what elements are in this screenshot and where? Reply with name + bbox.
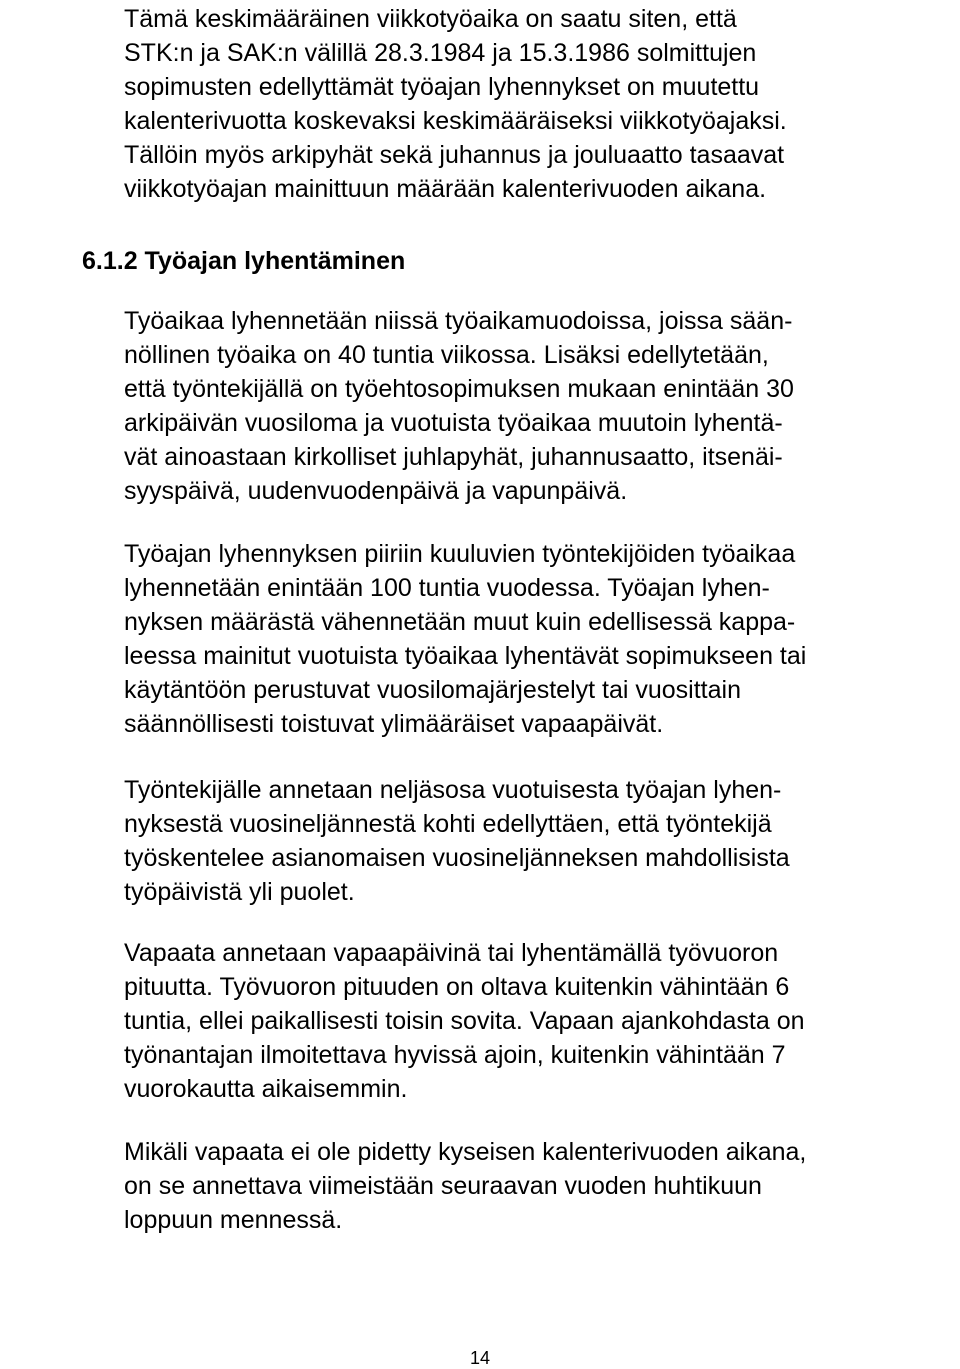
paragraph-line: työpäivistä yli puolet.	[124, 878, 355, 906]
paragraph-line: nyksen määrästä vähennetään muut kuin edellisessä kappa-	[124, 608, 796, 636]
paragraph-granting-leave	[124, 936, 960, 1106]
paragraph-line: tuntia, ellei paikallisesti toisin sovita. Vapaan ajankohdasta on	[124, 1007, 805, 1035]
paragraph-line: viikkotyöajan mainittuun määrään kalenterivuoden aikana.	[124, 175, 767, 203]
paragraph-line: pituutta. Työvuoron pituuden on oltava kuitenkin vähintään 6	[124, 973, 790, 1001]
paragraph-line: säännöllisesti toistuvat ylimääräiset vapaapäivät.	[124, 710, 664, 738]
paragraph-line: käytäntöön perustuvat vuosilomajärjestelyt tai vuosittain	[124, 676, 741, 704]
paragraph-line: Työntekijälle annetaan neljäsosa vuotuisesta työajan lyhen-	[124, 776, 782, 804]
paragraph-line: nyksestä vuosineljännestä kohti edellyttäen, että työntekijä	[124, 810, 772, 838]
paragraph-line: STK:n ja SAK:n välillä 28.3.1984 ja 15.3.1986 solmittujen	[124, 39, 757, 67]
paragraph-line: kalenterivuotta koskevaksi keskimääräiseksi viikkotyöajaksi.	[124, 107, 787, 135]
intro-paragraph	[124, 2, 960, 206]
paragraph-line: vät ainoastaan kirkolliset juhlapyhät, juhannusaatto, itsenäi-	[124, 443, 783, 471]
paragraph-line: syyspäivä, uudenvuodenpäivä ja vapunpäivä.	[124, 477, 628, 505]
paragraph-line: Työajan lyhennyksen piiriin kuuluvien työntekijöiden työaikaa	[124, 540, 796, 568]
paragraph-line: on se annettava viimeistään seuraavan vuoden huhtikuun	[124, 1172, 762, 1200]
paragraph-line: Tämä keskimääräinen viikkotyöaika on saatu siten, että	[124, 5, 737, 33]
paragraph-line: että työntekijällä on työehtosopimuksen mukaan enintään 30	[124, 375, 794, 403]
paragraph-line: työnantajan ilmoitettava hyvissä ajoin, kuitenkin vähintään 7	[124, 1041, 786, 1069]
paragraph-line: nöllinen työaika on 40 tuntia viikossa. Lisäksi edellytetään,	[124, 341, 769, 369]
paragraph-line: vuorokautta aikaisemmin.	[124, 1075, 408, 1103]
paragraph-line: arkipäivän vuosiloma ja vuotuista työaikaa muutoin lyhentä-	[124, 409, 783, 437]
paragraph-line: työskentelee asianomaisen vuosineljänneksen mahdollisista	[124, 844, 790, 872]
paragraph-line: Tällöin myös arkipyhät sekä juhannus ja jouluaatto tasaavat	[124, 141, 785, 169]
paragraph-line: Vapaata annetaan vapaapäivinä tai lyhentämällä työvuoron	[124, 939, 779, 967]
page-number: 14	[469, 1348, 491, 1368]
paragraph-deadline	[124, 1135, 960, 1237]
paragraph-reduction-scope	[124, 304, 960, 508]
paragraph-line: Mikäli vapaata ei ole pidetty kyseisen kalenterivuoden aikana,	[124, 1138, 807, 1166]
paragraph-line: leessa mainitut vuotuista työaikaa lyhentävät sopimukseen tai	[124, 642, 807, 670]
paragraph-line: loppuun mennessä.	[124, 1206, 343, 1234]
paragraph-line: Työaikaa lyhennetään niissä työaikamuodoissa, joissa sään-	[124, 307, 793, 335]
paragraph-line: lyhennetään enintään 100 tuntia vuodessa. Työajan lyhen-	[124, 574, 770, 602]
paragraph-line: sopimusten edellyttämät työajan lyhennykset on muutettu	[124, 73, 760, 101]
paragraph-reduction-amount	[124, 537, 960, 741]
paragraph-quarterly-allocation	[124, 773, 960, 909]
section-heading: 6.1.2 Työajan lyhentäminen	[82, 247, 406, 275]
